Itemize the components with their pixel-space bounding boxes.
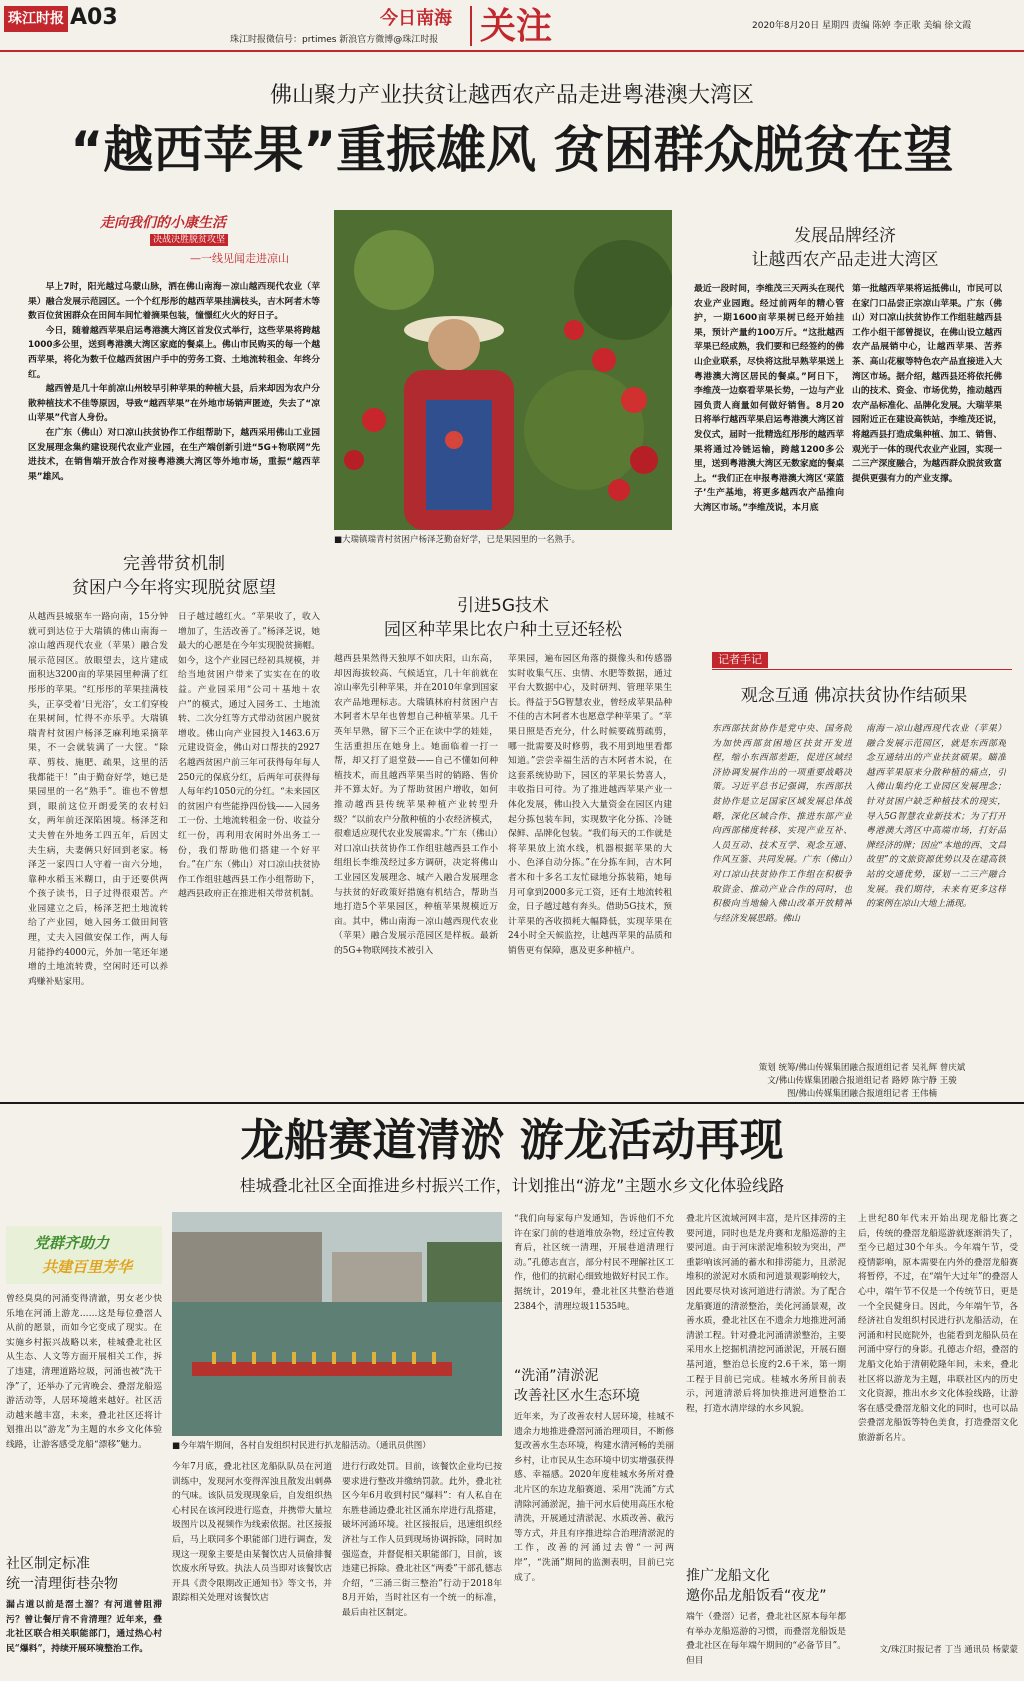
photo-illustration (334, 210, 672, 530)
section-title-line2: 园区种苹果比农户种土豆还轻松 (384, 620, 622, 640)
note-col-2: 南海－凉山越西现代农业（苹果）融合发展示范园区，就是东西部观念互通结出的产业扶贫硕果。瞄准越西苹果原来分散种植的痛点，引入佛山集约化工业园区发展理念；针对贫困户缺乏种植技术的现实，导入5G智慧农业新技术；为了打开粤港澳大湾区中高端市场，打好品牌经济的牌；因应“本地的西、文昌故里”的文旅资源优势以及在建高铁站的交通优势，谋划一二三产融合发展。我们期待，未来有更多这样的案例在凉山大地上涌现。 (866, 724, 1006, 910)
brand-col-1: 最近一段时间，李维茂三天两头在现代农业产业园跑。经过前两年的精心管护，一期1600亩苹果树已经开始挂果，预计产量约100万斤。“这批越西苹果已经成熟，我们要和已经签约的佛山企业联系，尽快将这批早熟苹果送上粤港澳大湾区居民的餐桌。”阿日下，李维茂一边察看苹果长势，一边与产业园负责人商量如何做好销售。8月20日将举行越西苹果启运粤港澳大湾区首发仪式，届时一批精选红彤彤的越西苹果将通过冷链运输，跨越1200多公里，送到粤港澳大湾区无数家庭的餐桌上。“我们正在申报粤港澳大湾区‘菜篮子’生产基地，将更多越西农产品推向大湾区市场。”李维茂说，本月底 (694, 284, 844, 513)
dateline: 2020年8月20日 星期四 责编 陈婷 李正歌 美编 徐文霞 (752, 21, 972, 31)
story1-kicker: 佛山聚力产业扶贫让越西农产品走进粤港澳大湾区 (269, 83, 754, 108)
brand-col-2: 第一批越西苹果将运抵佛山，市民可以在家门口品尝正宗凉山苹果。广东（佛山）对口凉山扶贫协作工作组驻越西县工作小组干部曾提议，在佛山设立越西农产品展销中心，让越西苹果、苦荞茶、高山花椒等特色农产品直接进入大湾区市场。据介绍，越西县还将依托佛山的技术、资金、市场优势，推动越西农产品标准化、品牌化发展。大瑞苹果园附近正在建设高铁站，李维茂还说，将越西县打造成集种植、加工、销售、观光于一体的现代农业产业园，实现一二三产深度融合，为越西群众脱贫致富提供更强有力的产业支撑。 (852, 284, 1002, 484)
story2-headline: 龙船赛道清淤 游龙活动再现 (240, 1115, 784, 1166)
section-title-mechanism (28, 552, 320, 600)
section-title-line1: 引进5G技术 (457, 596, 549, 616)
story2-col-e: 上世纪80年代末开始出现龙船比赛之后，传统的叠滘龙船巡游就逐渐消失了，至今已超过30个年头。今年端午节，受疫情影响，原本需要在内外的叠滘龙船赛将暂停，不过，在“端午大过年”的叠滘人心中，端午节不仅是一个传统节日，更是一个全民健身日。因此，今年端午节，各经济社自发组织村民进行扒龙船活动，在河涌和村民庭院外，也能看到龙船队员在河涌中穿行的身影。孔德志介绍，叠滘的龙船文化始于清朝乾隆年间，未来，叠北社区将以游龙为主题，串联社区内的历史文化资源，推出水乡文化体验线路，让游客在感受叠滘龙船文化的同时，也可以品尝叠滘龙船饭等特色美食，打造叠滘文化旅游新名片。 (858, 1214, 1018, 1443)
section-title-line2: 贫困户今年将实现脱贫愿望 (72, 578, 276, 598)
section-title-line2: 邀你品龙船饭看“夜龙” (686, 1588, 827, 1604)
lead-paragraph: 今日，随着越西苹果启运粤港澳大湾区首发仪式举行，这些苹果将跨越1000多公里，送到粤港澳大湾区家庭的餐桌上。佛山市民购买的每一个越西苹果，将化为数千位越西贫困户手中的劳务工资、土地流转租金、年终分红。 (28, 325, 320, 380)
section-title-line1: 推广龙船文化 (686, 1568, 770, 1584)
section-title-line1: 社区制定标准 (6, 1556, 90, 1572)
mechanism-col-1: 从越西县城驱车一路向南，15分钟就可到达位于大瑞镇的佛山南海－凉山越西现代农业（苹果）融合发展示范园区。放眼望去，这片建成面积达3200亩的苹果园里种满了红彤彤的苹果。“红彤彤的苹果挂满枝头，正享受着‘日光浴’，女工们穿梭在果树间，忙得不亦乐乎。大瑞镇瑞青村贫困户杨泽芝麻利地采摘苹果，不一会就装满了一大筐。“除草、剪枝、施肥、疏果，这里的活我都能干！”由于勤奋好学，她已是果园里的一名“熟手”。谁也不曾想到，眼前这位开朗爱笑的农村妇女，两年前还深陷困境。杨泽芝和丈夫曾在外地务工四五年，后因丈夫生病，夫妻俩只好回到老家。杨泽芝一家四口人守着一亩六分地，靠种水稻玉米糊口，由于还要供两个孩子读书，日子过得很艰苦。产业园建立之后，杨泽芝把土地流转给了产业园，她入园务工做田间管理，丈夫入园做安保工作，两人每月能挣约4000元，外加一笔还年递增的土地流转费，空闲时还可以养鸡赚补贴家用。 (28, 612, 168, 987)
standard-text: 漏占道以前是滘土溜？有河道曾阻滞污？曾让餐厅肯不肯清理？近年来，叠北社区联合相关职能部门，通过热心村民“爆料”，持续开展环境整治工作。 (6, 1600, 162, 1654)
story1-lead (28, 280, 320, 510)
masthead-logo: 珠江时报 (4, 6, 68, 32)
story2-col-d2: 端午（叠滘）记者，叠北社区原本每年都有举办龙船巡游的习惯，而叠滘龙船饭是叠北社区在每年端午期间的“必备节目”。但目 (686, 1612, 846, 1666)
credit-line: 文/佛山传媒集团融合报道组记者 路婷 陈宁静 王骏 (767, 1076, 957, 1086)
campaign-badge (90, 212, 320, 274)
section-title-line2: 改善社区水生态环境 (514, 1388, 640, 1404)
mechanism-col-2: 日子越过越红火。“苹果收了，收入增加了，生活改善了。”杨泽芝说，她最大的心愿是在今年实现脱贫摘帽。如今，这个产业园已经初具规模，并给当地贫困户带来了实实在在的收益。产业园采用“公司＋基地＋农户”的模式，通过入园务工、土地流转、二次分红等方式带动贫困户脱贫增收。佛山向产业园投入1463.6万元建设资金，佛山对口帮扶的2927名越西贫困户前三年可获得每年每人250元的保底分红，后两年可获得每人每年约1050元的分红。“未来园区的贫困户有些能挣四份钱——入园务工一份、土地流转租金一份、收益分红一份，再利用农闲时外出务工一份，我们帮助他们搭建一个好平台。”在广东（佛山）对口凉山扶贫协作工作组驻越西县工作小组帮助下，越西县政府正在推进相关带贫机制。 (178, 612, 320, 900)
section-title-line1: 完善带贫机制 (123, 554, 225, 574)
badge-line3: —一线见闻走进凉山 (190, 252, 289, 265)
note-col-1: 东西部扶贫协作是党中央、国务院为加快西部贫困地区扶贫开发进程，缩小东西部差距，促进区域经济协调发展作出的一项重要战略决策。习近平总书记强调，东西部扶贫协作是立足国家区域发展总体战略，深化区域合作、推进东部产业向西部梯度转移、实现产业互补、人员互动、技术互学、观念互通、作风互鉴、共同发展。广东（佛山）对口凉山扶贫协作工作组在积极争取资金、推动产业合作的同时，也积极向当地输入佛山改革开放精神与经济发展思路。佛山 (712, 724, 852, 924)
apple-farmer-photo (334, 210, 672, 530)
party-badge-line2: 共建百里芳华 (42, 1258, 133, 1276)
story2-col-a: 今年7月底，叠北社区龙船队队员在河道训练中，发现河水变得浑浊且散发出刺鼻的气味。该队员发现现象后，自发组织热心村民在该河段进行巡查，并携带大量垃圾图片以及视频作为线索依据。社区接报后，马上联同多个职能部门进行调查，发现这一现象主要是由某餐饮店人员偷排餐饮废水所导致。执法人员当即对该餐饮店开具《责令限期改正通知书》等文书，并跟踪相关处理对该餐饮店 (172, 1462, 332, 1604)
story2-intro: 曾经臭臭的河涌变得清澈，男女老少快乐地在河涌上游龙……这是每位叠滘人从前的愿景，而如今它变成了现实。在实施乡村振兴战略以来，桂城叠北社区从生态、人文等方面开展相关工作，拆了违建，清理道路垃圾，河涌也被“洗干净”了，还举办了元宵晚会、叠滘龙船巡游活动等，人居环境越来越好。社区活动越来越丰富，未来，叠北社区还将计划推出以“游龙”为主题的水乡文化体验线路，让游客感受龙船“漂移”魅力。 (6, 1294, 162, 1450)
section-title-culture (686, 1566, 846, 1606)
badge-line1: 走向我们的小康生活 (100, 215, 226, 231)
credit-line: 策划 统筹/佛山传媒集团融合报道组记者 吴礼辉 曾庆斌 (758, 1063, 966, 1073)
dragon-boat-photo (172, 1212, 502, 1436)
masthead (0, 0, 1024, 52)
5g-col-2: 苹果园，遍布园区角落的摄像头和传感器实时收集气压、虫情、水肥等数据，通过平台大数据中心，及时研判、管理苹果生长。得益于5G智慧农业，曾经成苹果品种不佳的吉木阿者木也愿意学种苹果了。“苹果日照是否充分，什么时候要疏剪疏剪，哪一批需要及时修剪，我不用到地里看都知道。”尝尝幸福生活的吉木阿者木说，在这套系统协助下，园区的苹果长势喜人，丰收指日可待。为了推进越西苹果产业一体化发展，佛山投入大量资金在园区内建起分拣包装车间，实现数字化分拣、冷链保鲜、品牌化包装。“我们每天的工作就是将苹果放上流水线，机器根据苹果的大小、色泽自动分拣。”在分拣车间，吉木阿者木和十多名工友忙碌地分拣装箱，她每月可拿到2000多元工资，还有土地流转租金，日子越过越有奔头。借助5G技术，预计苹果的吝收损耗大幅降低，实现苹果在24小时全天候监控，让越西苹果的品质和销售更有保障，惠及更多种植户。 (508, 654, 672, 956)
story2-credits: 文/珠江时报记者 丁当 通讯员 杨蒙蒙 (879, 1645, 1018, 1655)
story-divider (0, 1102, 1024, 1104)
masthead-weibo: 珠江时报微信号：prtimes 新浪官方微博@珠江时报 (230, 35, 439, 45)
section-name: 今日南海 (380, 8, 452, 29)
dragon-boat-illustration (172, 1212, 502, 1436)
5g-col-1: 越西县果然得天独厚不如庆阳，山东高，却因海拔较高、气候适宜，几十年前就在凉山率先引种苹果，并在2010年拿到国家农产品地理标志。大瑞镇林府村贫困户吉木阿者木早年也曾想自己种植苹果。几千英年早熟，留下三个正在读中学的娃娃，生活重担压在她身上。她面临着一打一帮，却又打了退堂鼓——自己不懂如何种植技术，而且越西苹果当时的销路、售价并不算太好。为了帮助贫困户增收，如何推动越西县传统苹果种植产业转型升级？“以前农户分散种植的小农经济模式，很难适应现代农业发展需求。”广东（佛山）对口凉山扶贫协作工作组驻越西县工作小组组长李维茂经过多方调研，决定将佛山工业园区发展理念、城产入融合发展理念与扶贫的好政策好措施有机结合，帮助当地打造5个苹果园区，种植苹果规模近万亩。其中，佛山南海－凉山越西现代农业（苹果）融合发展示范园区是样板。最新的5G+物联网技术被引入 (334, 654, 498, 956)
photo-caption: ■大瑞镇瑞青村贫困户杨泽芝勤奋好学，已是果园里的一名熟手。 (334, 535, 581, 545)
story2-col-d: 叠北片区流域河网丰富，是片区排涝的主要河道，同时也是龙舟赛和龙船巡游的主要河道。由于河床淤泥堆积较为突出，严重影响该河涌的蓄水和排涝能力，且淤泥堆积的淤泥对水质和河道景观影响较大，因此要尽快对该河道进行清淤。为了配合龙船赛道的清淤整治，美化河涌景观，改善水质，叠北社区在不遗余力地推进河涌清淤工程。针对叠北河涌清淤整治，主要采用水上挖掘机清挖河涌淤泥，开展石圈基河道，整治总长度约2.6千米，第一期工程于目前已完成。桂城水务所目前表示，河道清淤后将加快推进河道整治工程，打造水清岸绿的水乡风貌。 (686, 1214, 846, 1414)
section-title-dredge (514, 1366, 674, 1406)
section-title-brand (690, 224, 1000, 272)
story2-col-b: 进行行政处罚。目前，该餐饮企业均已按要求进行整改并缴纳罚款。此外，叠北社区今年6月收到村民“爆料”：有人私自在东胜巷涌边叠北社区涌东岸进行乱搭建，破坏河涌环境。社区接报后，迅速组织经济社与工作人员到现场协调拆除，同时加强巡查，并督促相关职能部门，目前，该违建已拆除。叠北社区“两委”干部孔德志介绍，“三涌三街三整治”行动于2018年8月开始，当时社区有一个统一的标准，最后由社区制定。 (342, 1462, 502, 1618)
story2-subhead: 桂城叠北社区全面推进乡村振兴工作，计划推出“游龙”主题水乡文化体验线路 (239, 1176, 785, 1195)
reporter-note-rule (712, 669, 1012, 670)
badge-line2: 决战决胜脱贫攻坚 (150, 234, 228, 246)
section-title-line2: 让越西农产品走进大湾区 (751, 250, 939, 270)
section-divider (470, 6, 472, 46)
masthead-rule (0, 50, 1024, 52)
section-title-standard (6, 1554, 162, 1594)
dragon-photo-caption: ■今年端午期间，各村自发组织村民进行扒龙船活动。（通讯员供图） (172, 1441, 431, 1451)
credit-line: 图/佛山传媒集团融合报道组记者 王伟楠 (786, 1089, 938, 1099)
section-title-line1: “洗涌”清淤泥 (514, 1368, 599, 1384)
lead-paragraph: 在广东（佛山）对口凉山扶贫协作工作组帮助下，越西采用佛山工业园区发展理念集约建设现代农业产业园，在生产端创新引进“5G+物联网”先进技术，在销售端开放合作对接粤港澳大湾区等外地市场，重振“越西苹果”雄风。 (28, 427, 320, 482)
story1-headline: “越西苹果”重振雄风 贫困群众脱贫在望 (70, 121, 954, 179)
section-label: 关注 (480, 5, 553, 47)
lead-paragraph: 越西曾是几十年前凉山州较早引种苹果的种植大县，后来却因为农户分散种植技术不佳等原因，导致“越西苹果”在外地市场销声匿迹，失去了“凉山苹果”代言人身份。 (28, 384, 320, 424)
section-title-line2: 统一清理街巷杂物 (6, 1576, 118, 1592)
story2-col-c2: 近年来，为了改善农村人居环境，桂城不遗余力地推进叠滘河涌治理项目，不断修复改善水生态环境，构建水清河畅的美丽乡村，让市民从生态环境中切实增强获得感、幸福感。2020年度桂城水务所对叠北片区的东边龙船赛道、采用“洗涌”方式清除河涌淤泥，抽干河水后使用高压水枪清洗，开展通过清淤泥、水质改善、截污等方式，并且有序推进综合治理清淤泥的工作，改善的河涌过去曾“一河两岸”，“洗涌”期间的监测表明，目前已完成了。 (514, 1412, 674, 1583)
party-badge (6, 1226, 162, 1284)
section-title-line1: 发展品牌经济 (794, 226, 896, 246)
page-number: A03 (70, 5, 118, 30)
section-title-5g (334, 594, 672, 642)
party-badge-line1: 党群齐助力 (34, 1234, 110, 1252)
story2-col-c: “我们向每家每户发通知，告诉他们不允许在家门前的巷道堆放杂物，经过宣传教育后，社区统一清理，开展巷道清理行动。”孔德志直言，部分村民不理解社区工作，他们的抗耐心细致地做好村民工作。据统计，2019年，叠北社区共整治巷道2384个，清理垃圾11535吨。 (514, 1214, 674, 1312)
reporter-note-badge: 记者手记 (712, 652, 768, 668)
story1-credits (712, 1062, 1012, 1101)
lead-paragraph: 早上7时，阳光越过乌蒙山脉，洒在佛山南海－凉山越西现代农业（苹果）融合发展示范园区。一个个红彤彤的越西苹果挂满枝头，吉木阿者木等数百位贫困群众在田间车间忙着摘果包装，憧憬红火火的好日子。 (28, 282, 320, 322)
reporter-note-title: 观念互通 佛凉扶贫协作结硕果 (740, 686, 968, 706)
